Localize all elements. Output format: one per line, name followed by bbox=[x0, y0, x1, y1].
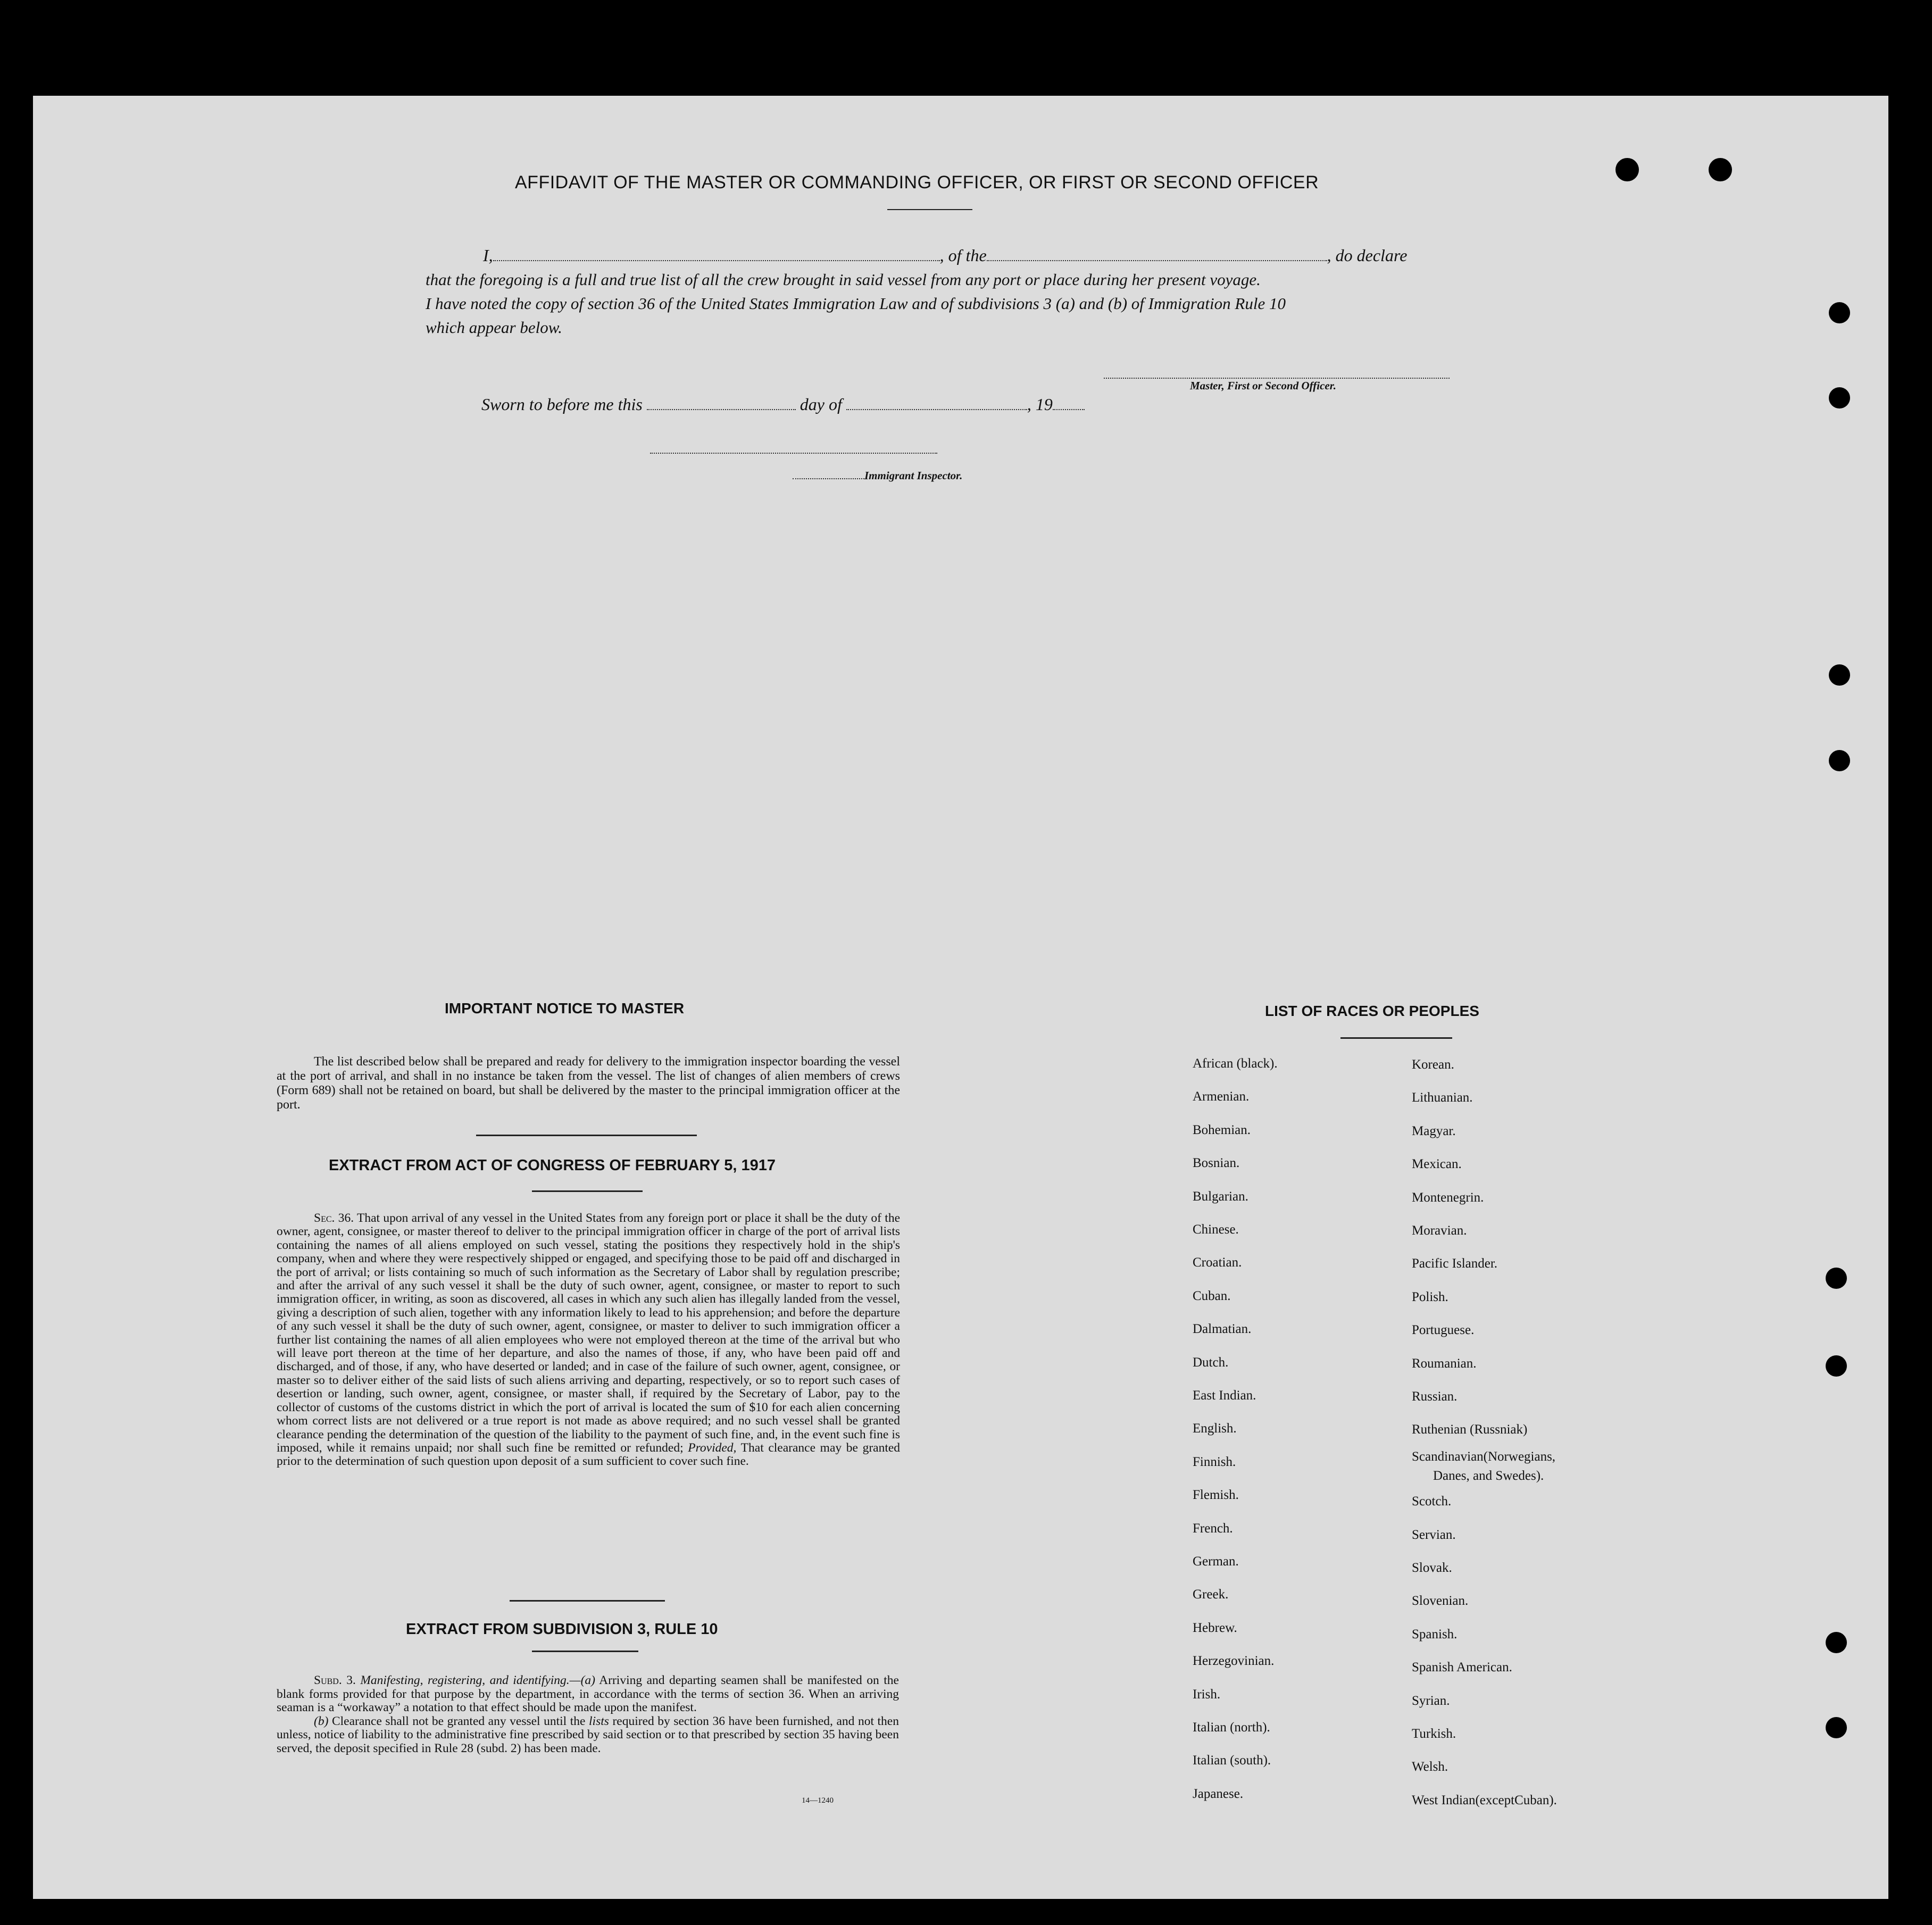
punch-hole-top-left bbox=[1615, 158, 1639, 181]
extract-rule-title: EXTRACT FROM SUBDIVISION 3, RULE 10 bbox=[406, 1621, 718, 1638]
affidavit-line1 bbox=[483, 246, 1407, 265]
race-item: Italian (south). bbox=[1193, 1753, 1271, 1768]
signature-field[interactable] bbox=[1104, 372, 1450, 379]
sworn-month-field[interactable] bbox=[846, 409, 1027, 410]
race-item: Spanish. bbox=[1412, 1627, 1458, 1641]
race-item: Portuguese. bbox=[1412, 1323, 1475, 1337]
race-item: Lithuanian. bbox=[1412, 1090, 1473, 1105]
race-item: Montenegrin. bbox=[1412, 1190, 1484, 1205]
race-item: East Indian. bbox=[1193, 1388, 1256, 1403]
race-item: English. bbox=[1193, 1421, 1237, 1436]
affidavit-declare: , do declare bbox=[1327, 246, 1408, 265]
race-item: Bosnian. bbox=[1193, 1156, 1240, 1170]
race-item: Cuban. bbox=[1193, 1289, 1231, 1303]
notice-paragraph: The list described below shall be prepared and ready for delivery to the immigration inspector boarding the vessel at the port of arrival, and shall in no instance be taken from the vessel. The list of changes of alien members of crews (Form 689) shall not be retained on board, but shall be delivered by the master to the principal immigration officer at the port. bbox=[277, 1055, 900, 1112]
race-item: Irish. bbox=[1193, 1687, 1221, 1702]
sec-text: That upon arrival of any vessel in the United States from any foreign port or place it shall be the duty of the owner, agent, consignee, or master thereof to deliver to the principal immigration officer in charge of the port of arrival lists containing the names of all aliens employed on such vessel, stating the positions they respectively hold in the ship's company, when and where they were respectively shipped or engaged, and specifying those to be paid off and discharged in the port of arrival; or lists containing so much of such information as the Secretary of Labor shall by regulation prescribe; and after the arrival of any such vessel it shall be the duty of such owner, agent, consignee, or master to report to such immigration officer, in writing, as soon as discovered, all cases in which any such alien has illegally landed from the vessel, giving a description of such alien, together with any information likely to lead to his apprehension; and before the departure of any such vessel it shall be the duty of such owner, agent, consignee, or master to deliver to such immigration officer a further list containing the names of all alien employees who were not employed thereon at the time of the arrival but who will leave port thereon at the time of her departure, and also the names of those, if any, who have been paid off and discharged, and of those, if any, who have deserted or landed; and in case of the failure of such owner, agent, consignee, or master so to deliver either of the said lists of such aliens arriving and departing, respectively, or so to report such cases of desertion or landing, such owner, agent, consignee, or master shall, if required by the Secretary of Labor, pay to the collector of customs of the customs district in which the port of arrival is located the sum of $10 for each alien concerning whom correct lists are not delivered or a true report is not made as above required; and no such vessel shall be granted clearance pending the determination of the question of the liability to the payment of such fine, and, in the event such fine is imposed, while it remains unpaid; nor shall such fine be remitted or refunded; bbox=[277, 1211, 901, 1455]
affidavit-line3: I have noted the copy of section 36 of the United States Immigration Law and of subdivisions 3 (a) and (b) of Immigration Rule 10 bbox=[426, 294, 1286, 313]
form-number: 14—1240 bbox=[802, 1796, 834, 1805]
notice-rule bbox=[476, 1135, 697, 1136]
document-sheet bbox=[33, 96, 1888, 1899]
inspector-line bbox=[793, 469, 962, 482]
name-field[interactable] bbox=[493, 260, 940, 261]
race-item: Bulgarian. bbox=[1193, 1189, 1248, 1204]
race-item: Slovenian. bbox=[1412, 1594, 1469, 1608]
race-item: Korean. bbox=[1412, 1057, 1454, 1072]
race-item: French. bbox=[1193, 1521, 1233, 1536]
para-b-1: Clearance shall not be granted any vessel until the bbox=[331, 1714, 586, 1728]
inspector-label: Immigrant Inspector. bbox=[864, 469, 963, 482]
inspector-dots bbox=[793, 478, 864, 479]
race-item: Greek. bbox=[1193, 1587, 1229, 1602]
extract-rule-divider bbox=[510, 1600, 665, 1602]
sec-label: Sec. 36. bbox=[314, 1211, 354, 1225]
punch-hole-top-right bbox=[1709, 158, 1732, 181]
affidavit-i: I, bbox=[483, 246, 493, 265]
race-item: Polish. bbox=[1412, 1290, 1448, 1304]
sworn-prefix: Sworn to before me this bbox=[481, 395, 643, 414]
extract-rule-text bbox=[277, 1674, 899, 1755]
race-item: Russian. bbox=[1412, 1389, 1458, 1404]
race-item: Welsh. bbox=[1412, 1760, 1448, 1774]
affidavit-title: AFFIDAVIT OF THE MASTER OR COMMANDING OFFICER, OR FIRST OR SECOND OFFICER bbox=[515, 172, 1319, 193]
signature-label: Master, First or Second Officer. bbox=[1190, 379, 1336, 392]
race-item: Scotch. bbox=[1412, 1494, 1452, 1509]
punch-hole bbox=[1829, 664, 1850, 686]
race-item: Syrian. bbox=[1412, 1694, 1450, 1708]
race-item: Finnish. bbox=[1193, 1455, 1236, 1469]
race-item: Mexican. bbox=[1412, 1157, 1462, 1171]
race-item: West Indian(exceptCuban). bbox=[1412, 1793, 1557, 1807]
punch-hole bbox=[1829, 387, 1850, 409]
notice-text bbox=[277, 1055, 900, 1112]
provided-word: Provided, bbox=[688, 1440, 737, 1455]
sec-text-end: That clearance may be granted prior to the determination of such question upon deposit of a sum sufficient to cover such fine. bbox=[277, 1440, 901, 1469]
race-item: Italian (north). bbox=[1193, 1720, 1270, 1735]
vessel-field[interactable] bbox=[987, 260, 1327, 261]
races-title: LIST OF RACES OR PEOPLES bbox=[1265, 1003, 1479, 1019]
sworn-day-of: day of bbox=[800, 395, 842, 414]
race-item: German. bbox=[1193, 1554, 1239, 1569]
race-item: Scandinavian(Norwegians, bbox=[1412, 1449, 1556, 1464]
race-item: African (black). bbox=[1193, 1056, 1278, 1071]
sworn-year-field[interactable] bbox=[1053, 409, 1085, 410]
race-item: Herzegovinian. bbox=[1193, 1654, 1275, 1668]
affidavit-line4: which appear below. bbox=[426, 318, 562, 337]
para-b-lists: lists bbox=[589, 1714, 609, 1728]
race-item: Croatian. bbox=[1193, 1255, 1242, 1270]
race-item: Japanese. bbox=[1193, 1787, 1244, 1801]
race-item: Servian. bbox=[1412, 1528, 1456, 1542]
race-item: Dutch. bbox=[1193, 1355, 1229, 1370]
subd-label: Subd. 3. bbox=[314, 1673, 356, 1687]
race-item: Flemish. bbox=[1193, 1488, 1239, 1502]
sworn-day-field[interactable] bbox=[647, 409, 796, 410]
extract-act-text bbox=[277, 1212, 900, 1469]
extract-rule-underline bbox=[532, 1651, 638, 1652]
para-b-2: required by section 36 have been furnished, and not then unless, notice of liability to the administrative fine prescribed by said section or to that prescribed by section 35 having been served, the deposit specified in Rule 28 (subd. 2) has been made. bbox=[277, 1714, 899, 1755]
punch-hole bbox=[1829, 302, 1850, 323]
race-item: Slovak. bbox=[1412, 1561, 1452, 1575]
race-item: Spanish American. bbox=[1412, 1660, 1512, 1674]
para-b-label: (b) bbox=[314, 1714, 329, 1728]
races-rule bbox=[1340, 1037, 1452, 1039]
punch-hole bbox=[1826, 1355, 1847, 1377]
punch-hole bbox=[1826, 1268, 1847, 1289]
race-item: Armenian. bbox=[1193, 1089, 1250, 1104]
para-a: Arriving and departing seamen shall be manifested on the blank forms provided for that purpose by the department, in accordance with the terms of section 36. When an arriving seaman is a “workaway” a notation to that effect should be made upon the manifest. bbox=[277, 1673, 899, 1714]
inspector-signature-field[interactable] bbox=[650, 449, 937, 454]
extract-act-rule bbox=[532, 1190, 643, 1192]
extract-act-title: EXTRACT FROM ACT OF CONGRESS OF FEBRUARY 5, 1917 bbox=[329, 1157, 776, 1174]
punch-hole bbox=[1826, 1632, 1847, 1653]
punch-hole bbox=[1826, 1717, 1847, 1738]
race-item: Dalmatian. bbox=[1193, 1322, 1252, 1336]
sworn-year: , 19 bbox=[1027, 395, 1053, 414]
race-item: Chinese. bbox=[1193, 1222, 1239, 1237]
race-item: Bohemian. bbox=[1193, 1123, 1251, 1137]
affidavit-line2: that the foregoing is a full and true list of all the crew brought in said vessel from any port or place during her present voyage. bbox=[426, 270, 1261, 289]
race-item: Ruthenian (Russniak) bbox=[1412, 1422, 1528, 1437]
race-item: Danes, and Swedes). bbox=[1433, 1469, 1544, 1483]
race-item: Pacific Islander. bbox=[1412, 1256, 1498, 1271]
race-item: Magyar. bbox=[1412, 1124, 1456, 1138]
sworn-line bbox=[481, 395, 1085, 414]
race-item: Turkish. bbox=[1412, 1727, 1456, 1741]
notice-title: IMPORTANT NOTICE TO MASTER bbox=[445, 1000, 685, 1016]
subd-heading: Manifesting, registering, and identifying.—(a) bbox=[360, 1673, 595, 1687]
race-item: Hebrew. bbox=[1193, 1621, 1237, 1635]
affidavit-of-the: , of the bbox=[939, 246, 987, 265]
race-item: Roumanian. bbox=[1412, 1356, 1477, 1371]
punch-hole bbox=[1829, 750, 1850, 771]
race-item: Moravian. bbox=[1412, 1223, 1467, 1238]
title-rule bbox=[887, 209, 972, 210]
